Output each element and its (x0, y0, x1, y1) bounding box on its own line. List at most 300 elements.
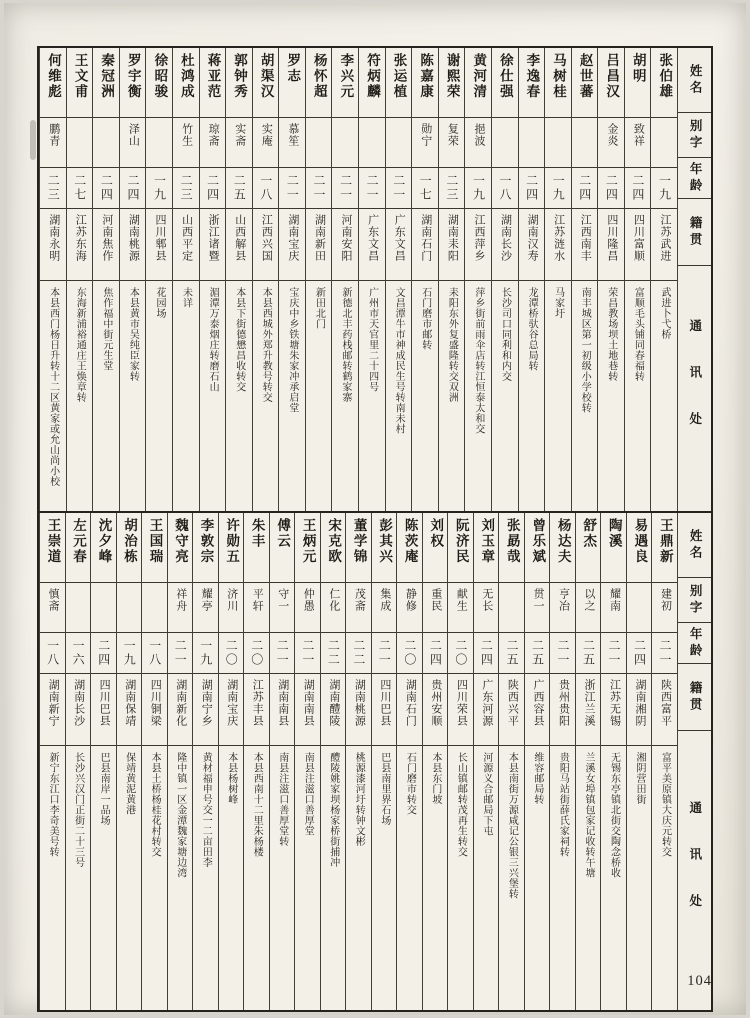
entry-zi-cell-text: 亨冶 (557, 588, 570, 612)
entry-name-cell-text: 张伯雄 (657, 53, 673, 100)
entry-native-cell-text: 浙江兰溪 (582, 679, 595, 727)
entry-name-cell (499, 513, 524, 583)
entry-zi-cell (226, 118, 252, 168)
header-column (677, 48, 711, 511)
entry-address-cell (576, 746, 601, 1010)
entry-column (473, 513, 499, 1010)
entry-age-cell-text: 一九 (122, 639, 137, 667)
entry-age-cell-text: 二三 (444, 174, 459, 202)
entry-zi-cell (465, 118, 491, 168)
entry-native-cell-text: 湖南永明 (47, 214, 60, 262)
entry-native-cell-text: 湖南南县 (276, 679, 289, 727)
entry-age-cell-text: 二四 (99, 174, 114, 202)
entry-address-cell-text: 新田北门 (313, 287, 325, 329)
entry-native-cell (598, 209, 624, 281)
entry-age-cell-text: 一九 (551, 174, 566, 202)
entry-native-cell-text: 湖南宁乡 (200, 679, 213, 727)
entry-column (411, 48, 438, 511)
entry-address-cell-text: 新宁东江口李奇美号转 (47, 752, 59, 857)
entry-address-cell (219, 746, 244, 1010)
entry-address-cell-text: 石门磨市邮转 (419, 287, 431, 350)
entry-address-cell-text: 无锡东亭镇北街交陶念桥收 (608, 752, 620, 878)
entry-native-cell (146, 209, 172, 281)
entry-age-cell (168, 633, 193, 674)
header-cell-name-text: 姓名 (688, 63, 703, 97)
entry-address-cell (465, 281, 491, 511)
entry-zi-cell (346, 583, 371, 633)
header-cell-native (678, 199, 711, 266)
entry-age-cell-text: 二一 (555, 639, 570, 667)
entry-name-cell-text: 符炳麟 (364, 53, 380, 100)
entry-name-cell-text: 罗宇衡 (125, 53, 141, 100)
entry-age-cell (40, 168, 66, 209)
entry-address-cell (93, 281, 119, 511)
entry-zi-cell-text: 平轩 (251, 588, 264, 612)
entry-name-cell (279, 48, 305, 118)
entry-address-cell-text: 马家圩 (552, 287, 564, 319)
entry-name-cell (219, 513, 244, 583)
entry-name-cell-text: 杨怀超 (311, 53, 327, 100)
entry-native-cell (346, 674, 371, 746)
entry-address-cell (40, 746, 65, 1010)
entry-age-cell-text: 二三 (179, 174, 194, 202)
entry-name-cell (173, 48, 199, 118)
entry-address-cell-text: 本县西南十二里朱杨楼 (251, 752, 263, 857)
entry-zi-cell (386, 118, 412, 168)
entry-native-cell-text: 山西平定 (180, 214, 193, 262)
entry-native-cell (465, 209, 491, 281)
entry-zi-cell (359, 118, 385, 168)
entry-zi-cell (525, 583, 550, 633)
entry-zi-cell (321, 583, 346, 633)
entry-address-cell (625, 281, 651, 511)
entry-address-cell-text: 本县下街德懋昌收转交 (233, 287, 245, 392)
entry-name-cell (492, 48, 518, 118)
entry-name-cell (226, 48, 252, 118)
entry-native-cell (372, 674, 397, 746)
entry-age-cell (474, 633, 499, 674)
entry-address-cell-text: 广州市天官里二十四号 (366, 287, 378, 392)
entry-name-cell-text: 张勗哉 (504, 518, 520, 565)
header-cell-address (678, 266, 711, 511)
entry-native-cell-text: 四川荣县 (455, 679, 468, 727)
entry-column (320, 513, 346, 1010)
entry-age-cell-text: 二四 (479, 639, 494, 667)
entry-native-cell (448, 674, 473, 746)
entry-age-cell (200, 168, 226, 209)
entry-age-cell-text: 二四 (428, 639, 443, 667)
header-cell-zi (678, 578, 711, 623)
header-cell-age (678, 158, 711, 199)
entry-address-cell (270, 746, 295, 1010)
entry-address-cell (168, 746, 193, 1010)
entry-address-cell (423, 746, 448, 1010)
entry-column (252, 48, 279, 511)
entry-native-cell-text: 陕西富平 (659, 679, 672, 727)
entry-native-cell (279, 209, 305, 281)
entry-column (116, 513, 142, 1010)
entry-native-cell-text: 广东河源 (480, 679, 493, 727)
entry-zi-cell (146, 118, 172, 168)
entry-address-cell (253, 281, 279, 511)
entry-native-cell (525, 674, 550, 746)
entry-name-cell (465, 48, 491, 118)
entry-native-cell (120, 209, 146, 281)
entry-address-cell (91, 746, 116, 1010)
entry-name-cell (117, 513, 142, 583)
entry-name-cell-text: 舒杰 (581, 518, 597, 549)
entry-address-cell-text: 本县杨树峰 (225, 752, 237, 805)
entry-zi-cell (91, 583, 116, 633)
entry-age-cell (270, 633, 295, 674)
entry-address-cell (397, 746, 422, 1010)
entry-age-cell (306, 168, 332, 209)
entry-column (345, 513, 371, 1010)
entry-native-cell-text: 江西兴国 (260, 214, 273, 262)
entry-address-cell-text: 巴县南岸一品场 (98, 752, 110, 826)
header-cell-name-text: 姓名 (688, 528, 703, 562)
entry-zi-cell (270, 583, 295, 633)
entry-age-cell-text: 一九 (198, 639, 213, 667)
entry-age-cell (173, 168, 199, 209)
entry-address-cell-text: 隆中镇一区金潭魏家塘边湾 (174, 752, 186, 878)
entry-name-cell (346, 513, 371, 583)
entry-zi-cell-text: 祥舟 (174, 588, 187, 612)
entry-zi-cell (142, 583, 167, 633)
entry-age-cell (244, 633, 269, 674)
entry-age-cell-text: 一九 (152, 174, 167, 202)
entry-zi-cell-text: 仲愚 (302, 588, 315, 612)
scan-smudge-mark (30, 120, 36, 160)
entry-address-cell-text: 贵阳马站街薛氏家祠转 (557, 752, 569, 857)
entry-age-cell-text: 二〇 (402, 639, 417, 667)
entry-native-cell (193, 674, 218, 746)
entry-native-cell-text: 湖南湘阴 (634, 679, 646, 727)
entry-address-cell-text: 长沙兴汉门正街二十三号 (72, 752, 84, 868)
entry-age-cell-text: 二四 (524, 174, 539, 202)
header-column (677, 513, 711, 1010)
entry-zi-cell-text: 实斋 (233, 123, 246, 147)
entry-native-cell-text: 湖南桃源 (127, 214, 140, 262)
entry-age-cell-text: 二〇 (249, 639, 264, 667)
entry-column (422, 513, 448, 1010)
entry-address-cell-text: 湘阴营田街 (633, 752, 645, 805)
entry-name-cell (652, 513, 677, 583)
entry-zi-cell (40, 118, 66, 168)
entry-name-cell (306, 48, 332, 118)
entry-name-cell-text: 胡渠汉 (258, 53, 274, 100)
entry-age-cell-text: 一九 (657, 174, 672, 202)
entry-address-cell (120, 281, 146, 511)
entry-age-cell-text: 二四 (632, 639, 647, 667)
entry-age-cell (193, 633, 218, 674)
entry-age-cell (219, 633, 244, 674)
entry-address-cell (550, 746, 575, 1010)
entry-column (491, 48, 518, 511)
entry-native-cell-text: 湖南新宁 (47, 679, 60, 727)
entry-native-cell-text: 贵州贵阳 (557, 679, 570, 727)
entry-address-cell (67, 281, 93, 511)
entry-name-cell (525, 513, 550, 583)
entry-name-cell (386, 48, 412, 118)
entry-age-cell-text: 二五 (504, 639, 519, 667)
entry-age-cell-text: 二一 (658, 639, 673, 667)
entry-native-cell-text: 四川郫县 (154, 214, 166, 262)
header-cell-native-text: 籍贯 (688, 680, 703, 714)
entry-address-cell-text: 本县西城外郑升教号转交 (260, 287, 272, 403)
entry-zi-cell-text: 建初 (659, 588, 672, 612)
entry-address-cell-text: 富平美原镇大庆元转交 (659, 752, 671, 857)
entry-name-cell-text: 董学锦 (351, 518, 367, 565)
entry-age-cell (279, 168, 305, 209)
entry-column (447, 513, 473, 1010)
entry-native-cell-text: 四川巴县 (378, 679, 391, 727)
entry-age-cell (91, 633, 116, 674)
entry-address-cell (519, 281, 545, 511)
entry-name-cell-text: 易遇良 (632, 518, 648, 565)
entry-zi-cell (448, 583, 473, 633)
roster-table-top (37, 46, 713, 513)
entry-column (92, 48, 119, 511)
entry-name-cell (545, 48, 571, 118)
entry-name-cell-text: 傅云 (275, 518, 291, 549)
entry-name-cell (270, 513, 295, 583)
entry-address-cell (244, 746, 269, 1010)
entry-age-cell-text: 一八 (45, 639, 60, 667)
entry-address-cell (545, 281, 571, 511)
entry-zi-cell (306, 118, 332, 168)
entry-name-cell (474, 513, 499, 583)
entry-zi-cell-text: 献生 (455, 588, 468, 612)
entry-address-cell-text: 新德北丰药栈邮转鹤家寨 (340, 287, 352, 403)
header-cell-age-text: 年龄 (688, 161, 703, 195)
entry-age-cell-text: 二四 (630, 174, 645, 202)
entry-native-cell (253, 209, 279, 281)
entry-column (575, 513, 601, 1010)
entry-name-cell-text: 曾乐斌 (530, 518, 546, 565)
entry-age-cell (625, 168, 651, 209)
entry-native-cell (492, 209, 518, 281)
entry-name-cell-text: 谢熙荣 (444, 53, 460, 100)
entry-native-cell-text: 湖南桃源 (353, 679, 366, 727)
entry-column (544, 48, 571, 511)
entry-name-cell (40, 48, 66, 118)
entry-name-cell (439, 48, 465, 118)
entry-native-cell (306, 209, 332, 281)
entry-address-cell-text: 南丰城区第一初级小学校转 (579, 287, 591, 413)
entry-native-cell-text: 四川富顺 (632, 214, 645, 262)
entry-age-cell (572, 168, 598, 209)
entry-address-cell (412, 281, 438, 511)
entry-name-cell-text: 王文甫 (72, 53, 88, 100)
entry-name-cell-text: 罗志 (285, 53, 301, 84)
entry-zi-cell (601, 583, 626, 633)
entry-native-cell-text: 湖南石门 (404, 679, 417, 727)
entry-column (571, 48, 598, 511)
entry-native-cell-text: 湖南宝庆 (225, 679, 238, 727)
entry-zi-cell-text: 耀亭 (200, 588, 213, 612)
entry-native-cell (423, 674, 448, 746)
entry-name-cell-text: 赵世蕃 (577, 53, 593, 100)
entry-age-cell (67, 168, 93, 209)
entry-age-cell (120, 168, 146, 209)
entry-native-cell (439, 209, 465, 281)
entry-age-cell-text: 二一 (300, 639, 315, 667)
entry-native-cell (91, 674, 116, 746)
entry-zi-cell-text: 集成 (378, 588, 391, 612)
entry-age-cell-text: 二一 (173, 639, 188, 667)
entry-native-cell-text: 贵州安顺 (429, 679, 442, 727)
entry-age-cell (576, 633, 601, 674)
entry-name-cell-text: 秦冠洲 (99, 53, 115, 100)
entry-name-cell (66, 513, 91, 583)
entry-native-cell (550, 674, 575, 746)
entry-native-cell-text: 湖南保靖 (123, 679, 136, 727)
entry-address-cell-text: 兰溪女埠镇包家记收转午塘 (582, 752, 594, 878)
header-cell-native-text: 籍贯 (688, 215, 703, 249)
entry-address-cell-text: 桃源漆河圩转钟文彬 (353, 752, 365, 847)
entry-address-cell (226, 281, 252, 511)
entry-zi-cell (66, 583, 91, 633)
entry-address-cell-text: 保靖黄泥黄港 (123, 752, 135, 815)
entry-age-cell-text: 二一 (338, 174, 353, 202)
entry-native-cell-text: 江西南丰 (579, 214, 592, 262)
entry-name-cell (193, 513, 218, 583)
entry-zi-cell (244, 583, 269, 633)
entry-column (385, 48, 412, 511)
entry-column (225, 48, 252, 511)
entry-native-cell-text: 湖南耒阳 (446, 214, 459, 262)
entry-native-cell-text: 江苏武进 (658, 214, 671, 262)
entry-name-cell (168, 513, 193, 583)
entry-address-cell (499, 746, 524, 1010)
entry-zi-cell (168, 583, 193, 633)
entry-native-cell (200, 209, 226, 281)
entry-column (269, 513, 295, 1010)
entry-name-cell (550, 513, 575, 583)
entry-native-cell (576, 674, 601, 746)
entry-name-cell-text: 彭其兴 (377, 518, 393, 565)
entry-address-cell (652, 746, 677, 1010)
entry-native-cell (651, 209, 677, 281)
entry-column (464, 48, 491, 511)
entry-age-cell-text: 一八 (498, 174, 513, 202)
entry-name-cell (40, 513, 65, 583)
entry-native-cell-text: 广东文昌 (366, 214, 379, 262)
entry-zi-cell (627, 583, 652, 633)
entry-address-cell (321, 746, 346, 1010)
entry-native-cell (40, 209, 66, 281)
entry-zi-cell (652, 583, 677, 633)
entry-age-cell (93, 168, 119, 209)
entry-age-cell-text: 二一 (275, 639, 290, 667)
entry-zi-cell-text: 守一 (276, 588, 289, 612)
roster-table-bottom (37, 511, 713, 1012)
entry-age-cell (295, 633, 320, 674)
entry-native-cell (219, 674, 244, 746)
entry-native-cell-text: 江苏涟水 (552, 214, 565, 262)
entry-native-cell (359, 209, 385, 281)
entry-name-cell-text: 陶溪 (606, 518, 622, 549)
entry-age-cell (499, 633, 524, 674)
entry-zi-cell (439, 118, 465, 168)
entry-age-cell-text: 二〇 (453, 639, 468, 667)
entry-native-cell-text: 四川铜梁 (149, 679, 162, 727)
entry-address-cell-text: 河源义合邮局下屯 (480, 752, 492, 836)
entry-address-cell-text: 醴陵姚家坝杨家桥街捕冲 (327, 752, 339, 868)
entry-native-cell (168, 674, 193, 746)
entry-zi-cell (572, 118, 598, 168)
entry-zi-cell-text: 静修 (404, 588, 417, 612)
entry-zi-cell (372, 583, 397, 633)
entry-address-cell-text: 本县西门杨日升转十二区黄家或允山尚小校 (47, 287, 59, 487)
entry-address-cell-text: 湄潭万泰烟庄转磨石山 (207, 287, 219, 392)
entry-native-cell-text: 湖南汉寿 (526, 214, 539, 262)
header-cell-name (678, 513, 711, 578)
entry-zi-cell (598, 118, 624, 168)
entry-address-cell-text: 长沙司口同利和内交 (499, 287, 511, 382)
entry-zi-cell (295, 583, 320, 633)
entry-zi-cell (519, 118, 545, 168)
entry-age-cell-text: 二四 (96, 639, 111, 667)
entry-name-cell-text: 王炳元 (300, 518, 316, 565)
entry-name-cell-text: 蒋亚范 (205, 53, 221, 100)
entry-address-cell (200, 281, 226, 511)
entry-native-cell-text: 湖南新化 (174, 679, 187, 727)
entry-zi-cell-text: 复荣 (446, 123, 459, 147)
entry-age-cell (519, 168, 545, 209)
entry-address-cell (372, 746, 397, 1010)
entry-native-cell-text: 江西萍乡 (472, 214, 485, 262)
entry-address-cell (572, 281, 598, 511)
entry-name-cell-text: 何维彪 (46, 53, 61, 100)
entry-zi-cell-text: 贯一 (531, 588, 544, 612)
entry-name-cell-text: 陈嘉康 (418, 53, 434, 100)
entry-column (396, 513, 422, 1010)
entry-zi-cell-text: 勋宁 (419, 123, 432, 147)
entry-native-cell (627, 674, 652, 746)
entry-column (650, 48, 677, 511)
entry-address-cell-text: 龙潭桥驮谷总局转 (526, 287, 538, 371)
entry-zi-cell (499, 583, 524, 633)
entry-name-cell (142, 513, 167, 583)
entry-native-cell (412, 209, 438, 281)
entry-age-cell-text: 二一 (391, 174, 406, 202)
entry-zi-cell-text: 实庵 (260, 123, 273, 147)
entry-name-cell-text: 刘权 (428, 518, 444, 549)
entry-address-cell-text: 耒阳东外复盛隆转交双洲 (446, 287, 458, 403)
entry-column (145, 48, 172, 511)
entry-age-cell-text: 一八 (258, 174, 273, 202)
entry-native-cell (40, 674, 65, 746)
entry-address-cell-text: 富顺毛头铺同春福转 (632, 287, 644, 382)
entry-age-cell (372, 633, 397, 674)
entry-zi-cell (67, 118, 93, 168)
entry-address-cell-text: 黄材福申号交一二亩田李 (200, 752, 212, 868)
entry-age-cell-text: 二四 (604, 174, 619, 202)
entry-zi-cell-text: 挹波 (472, 123, 485, 147)
entry-name-cell-text: 陈茨庵 (402, 518, 418, 565)
entry-address-cell (66, 746, 91, 1010)
entry-zi-cell-text: 竹生 (180, 123, 193, 147)
entry-zi-cell (253, 118, 279, 168)
entry-name-cell-text: 张运植 (391, 53, 407, 100)
entry-age-cell (146, 168, 172, 209)
entry-zi-cell (651, 118, 677, 168)
entry-zi-cell-text: 慕笙 (286, 123, 299, 147)
entry-address-cell (279, 281, 305, 511)
entry-address-cell-text: 萍乡街前雨伞店转江恒泰太和交 (472, 287, 484, 434)
